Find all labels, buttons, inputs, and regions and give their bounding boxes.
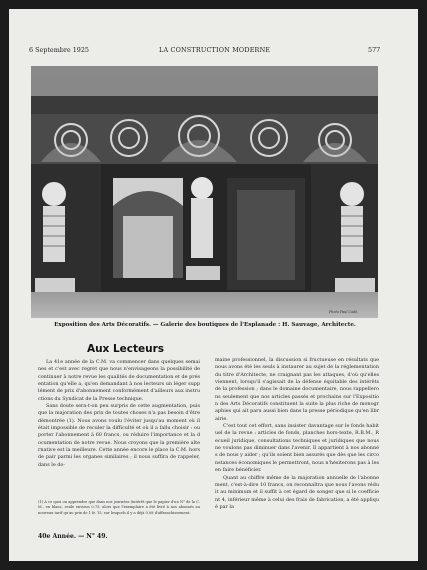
photo-credit: Photo Paul Cadé. [329, 310, 359, 314]
article-column-right [215, 357, 379, 553]
article-title: Aux Lecteurs [86, 343, 165, 355]
issue-footer: 40e Année. — N° 49. [38, 533, 108, 540]
page-number: 577 [368, 46, 381, 54]
header-journal: LA CONSTRUCTION MODERNE [159, 46, 271, 54]
footnote-text: (1) A ce quoi on apprendre que dans nos journées (intérêt que le papier d'un N° de la C. M., en blanc, seule environ 0,75, alors que l'exemplaire a été livré à nos abonnés au nouveau tarif qu'au prix de 1 fr. 15, sur lesquels il y a déjà 0,08 d'affranchissement. [38, 500, 200, 515]
paragraph: C'est tout cet effort, sans insister davantage sur le fonds habituel de la revue : articles de fonds, planches hors-texte, R.B.M., Recueil juridique, consultations techniques et juridiques que nous ne voulons pas diminuer dans l'avenir. Il appartient à nos abonnés de nous y aider ; qu'ils soient bien assurés que dès que les circonstances économiques le permettront, nous n'hésiterons pas à les en faire bénéficier. [215, 423, 379, 474]
article-column-left [38, 359, 200, 495]
figure-caption: Exposition des Arts Décoratifs. — Galerie des boutiques de l'Esplanade : H. Sauvage, Architecte. [54, 322, 356, 328]
header-date: 6 Septembre 1925 [29, 46, 89, 54]
paragraph: Quant au chiffre même de la majoration annuelle de l'abonnement, c'est-à-dire 10 francs, on reconnaîtra que nous l'avons réduit au minimum et il suffit à cet égard de songer que si le coefficient 4, inférieur même à celui des frais de fabrication, a été appliqué par la [215, 474, 379, 510]
paragraph: La 41e année de la C.M. va commencer dans quelques semaines et c'est avec regret que nous n'envisageons la possibilité de continuer à notre revue les qualités de documentation et de présentation qu'elle a, qu'en demandant à nos lecteurs un léger supplément de prix d'abonnement conformément d'ailleurs aux instructions du Syndicat de la Presse technique. [38, 359, 200, 402]
footnote [38, 500, 200, 529]
newspaper-page [9, 9, 418, 561]
paragraph: Sans doute sera-t-on peu surpris de cette augmentation, puisque la majoration des prix de toutes choses n'a pas besoin d'être démontrée (1). Nous avons voulu l'éviter jusqu'au moment où il était impossible de reculer la difficulté et où il a fallu choisir : ou porter l'abonnement à 60 francs, ou réduire l'importance et la documentation de notre revue. Nous croyons que la première alternative est la meilleure. Cette année encore le place la C.M. hors de pair parmi les organes similaires ; il nous suffira de rappeler, dans le do- [38, 403, 200, 468]
exhibition-photo [31, 66, 378, 318]
paragraph: maine professionnel, la discussion si fructueuse en résultats que nous avons été les seuls à instaurer au sujet de la réglementation du titre d'Architecte, ne craignant pas les attaques, d'où qu'elles viennent, lorsqu'il s'agissait de la défense équitable des intérêts de la profession ; dans le domaine documentaire, nous rappellerons seulement que nos articles passés et prochains sur l'Exposition des Arts Décoratifs constituent la suite la plus riche de monographies qui ait paru aussi bien dans la presse périodique qu'en librairie. [215, 357, 379, 422]
